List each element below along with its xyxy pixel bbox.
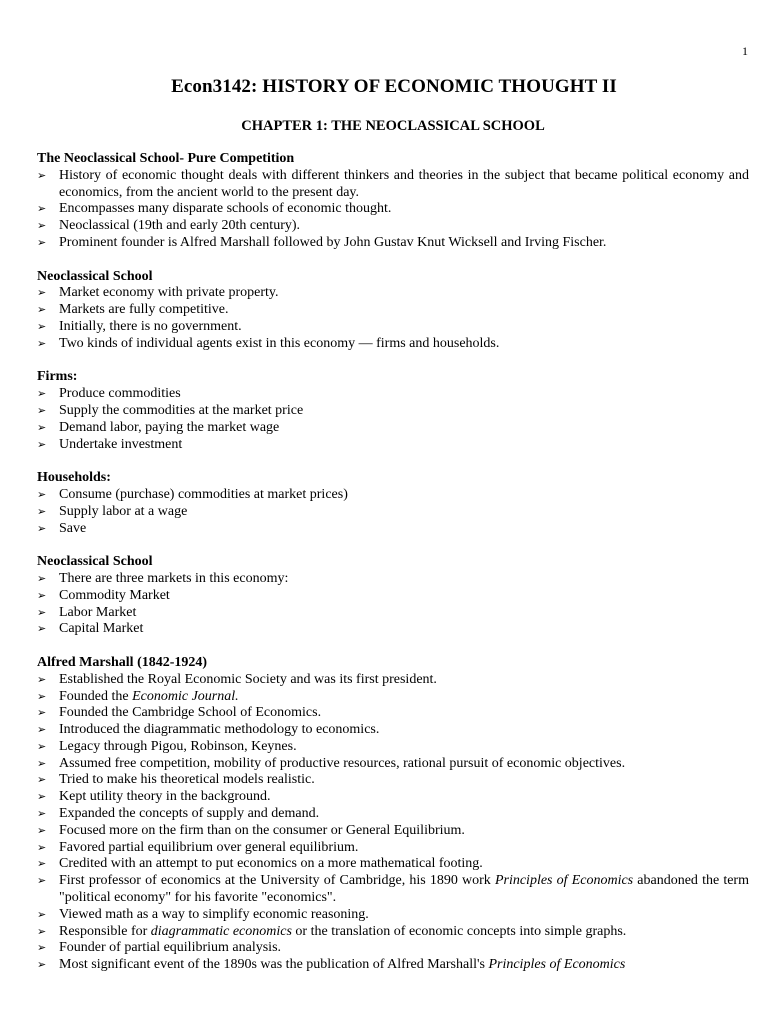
list-item: ➢ Assumed free competition, mobility of productive resources, rational pursuit of economic objectives. [37, 755, 626, 771]
arrowhead-bullet-icon: ➢ [37, 689, 47, 703]
arrowhead-bullet-icon: ➢ [37, 672, 47, 686]
section-heading: Alfred Marshall (1842-1924) [37, 654, 208, 670]
bullet-list [37, 285, 749, 352]
page-number: 1 [742, 44, 748, 58]
arrowhead-bullet-icon: ➢ [37, 622, 47, 636]
arrowhead-bullet-icon: ➢ [37, 521, 47, 535]
arrowhead-bullet-icon: ➢ [37, 907, 47, 921]
list-item: ➢ Most significant event of the 1890s was the publication of Alfred Marshall's Principles of Economics [37, 957, 626, 973]
section-heading: Firms: [37, 369, 78, 385]
arrowhead-bullet-icon: ➢ [37, 823, 47, 837]
arrowhead-bullet-icon: ➢ [37, 403, 47, 417]
list-item: ➢ Save [37, 520, 87, 536]
list-item: ➢ Expanded the concepts of supply and demand. [37, 806, 320, 822]
document-body [37, 151, 749, 991]
arrowhead-bullet-icon: ➢ [37, 319, 47, 333]
arrowhead-bullet-icon: ➢ [37, 437, 47, 451]
section-households [37, 470, 749, 537]
arrowhead-bullet-icon: ➢ [37, 303, 47, 317]
arrowhead-bullet-icon: ➢ [37, 571, 47, 585]
list-item: ➢ Responsible for diagrammatic economics or the translation of economic concepts into simple graphs. [37, 923, 627, 939]
arrowhead-bullet-icon: ➢ [37, 420, 47, 434]
list-item: ➢ Viewed math as a way to simplify economic reasoning. [37, 906, 369, 922]
arrowhead-bullet-icon: ➢ [37, 588, 47, 602]
arrowhead-bullet-icon: ➢ [37, 756, 47, 770]
section-neoclassical-school [37, 269, 749, 353]
document-title: Econ3142: HISTORY OF ECONOMIC THOUGHT II [171, 76, 617, 97]
bullet-list [37, 571, 749, 638]
arrowhead-bullet-icon: ➢ [37, 219, 47, 233]
list-item: ➢ Undertake investment [37, 436, 183, 452]
list-item: ➢ Supply labor at a wage [37, 503, 188, 519]
list-item: ➢ Labor Market [37, 604, 137, 620]
chapter-heading: CHAPTER 1: THE NEOCLASSICAL SCHOOL [241, 118, 545, 134]
bullet-list [37, 672, 749, 974]
list-item: ➢ Neoclassical (19th and early 20th century). [37, 218, 301, 234]
list-item: ➢ Market economy with private property. [37, 285, 279, 301]
bullet-list [37, 168, 749, 252]
arrowhead-bullet-icon: ➢ [37, 790, 47, 804]
list-item: ➢ Consume (purchase) commodities at market prices) [37, 486, 348, 502]
list-item: ➢ Produce commodities [37, 386, 181, 402]
list-item: ➢ Legacy through Pigou, Robinson, Keynes. [37, 738, 297, 754]
list-item: ➢ Initially, there is no government. [37, 318, 242, 334]
list-item: ➢ Founded the Economic Journal. [37, 688, 239, 704]
section-markets [37, 554, 749, 638]
arrowhead-bullet-icon: ➢ [37, 840, 47, 854]
arrowhead-bullet-icon: ➢ [37, 739, 47, 753]
arrowhead-bullet-icon: ➢ [37, 286, 47, 300]
list-item: ➢ Established the Royal Economic Society and was its first president. [37, 671, 437, 687]
arrowhead-bullet-icon: ➢ [37, 874, 47, 888]
arrowhead-bullet-icon: ➢ [37, 387, 47, 401]
list-item: ➢ Kept utility theory in the background. [37, 789, 271, 805]
list-item: ➢ Focused more on the firm than on the consumer or General Equilibrium. [37, 822, 465, 838]
arrowhead-bullet-icon: ➢ [37, 857, 47, 871]
section-alfred-marshall [37, 655, 749, 974]
arrowhead-bullet-icon: ➢ [37, 336, 47, 350]
arrowhead-bullet-icon: ➢ [37, 807, 47, 821]
arrowhead-bullet-icon: ➢ [37, 605, 47, 619]
list-item: ➢ Introduced the diagrammatic methodology to economics. [37, 722, 380, 738]
arrowhead-bullet-icon: ➢ [37, 235, 47, 249]
arrowhead-bullet-icon: ➢ [37, 723, 47, 737]
list-item: ➢ Two kinds of individual agents exist in this economy — firms and households. [37, 335, 500, 351]
list-item: ➢ Founder of partial equilibrium analysis. [37, 940, 282, 956]
arrowhead-bullet-icon: ➢ [37, 487, 47, 501]
arrowhead-bullet-icon: ➢ [37, 924, 47, 938]
list-item: ➢ Founded the Cambridge School of Economics. [37, 705, 322, 721]
bullet-list [37, 487, 749, 537]
arrowhead-bullet-icon: ➢ [37, 168, 47, 182]
bullet-list [37, 386, 749, 453]
section-heading: Households: [37, 470, 111, 486]
list-item: ➢ First professor of economics at the University of Cambridge, his 1890 work Principles of Economics abandoned the term "political economy" for his favorite "economics". [37, 873, 749, 906]
section-heading: Neoclassical School [37, 268, 153, 284]
arrowhead-bullet-icon: ➢ [37, 706, 47, 720]
section-pure-competition [37, 151, 749, 252]
arrowhead-bullet-icon: ➢ [37, 958, 47, 972]
list-item: ➢ There are three markets in this economy: [37, 570, 289, 586]
section-heading: Neoclassical School [37, 554, 153, 570]
arrowhead-bullet-icon: ➢ [37, 202, 47, 216]
arrowhead-bullet-icon: ➢ [37, 504, 47, 518]
arrowhead-bullet-icon: ➢ [37, 941, 47, 955]
list-item: ➢ Encompasses many disparate schools of economic thought. [37, 201, 392, 217]
list-item: ➢ Credited with an attempt to put economics on a more mathematical footing. [37, 856, 483, 872]
list-item: ➢ Supply the commodities at the market price [37, 402, 304, 418]
list-item: ➢ Tried to make his theoretical models realistic. [37, 772, 315, 788]
arrowhead-bullet-icon: ➢ [37, 773, 47, 787]
list-item: ➢ Capital Market [37, 621, 144, 637]
list-item: ➢ Favored partial equilibrium over general equilibrium. [37, 839, 359, 855]
list-item: ➢ Commodity Market [37, 587, 170, 603]
list-item: ➢ Demand labor, paying the market wage [37, 419, 280, 435]
section-firms [37, 369, 749, 453]
list-item: ➢ Prominent founder is Alfred Marshall followed by John Gustav Knut Wicksell and Irving Fischer. [37, 234, 607, 250]
section-heading: The Neoclassical School- Pure Competition [37, 151, 295, 166]
list-item: ➢ History of economic thought deals with different thinkers and theories in the subject that became political economy and economics, from the ancient world to the present day. [37, 167, 749, 200]
list-item: ➢ Markets are fully competitive. [37, 302, 229, 318]
